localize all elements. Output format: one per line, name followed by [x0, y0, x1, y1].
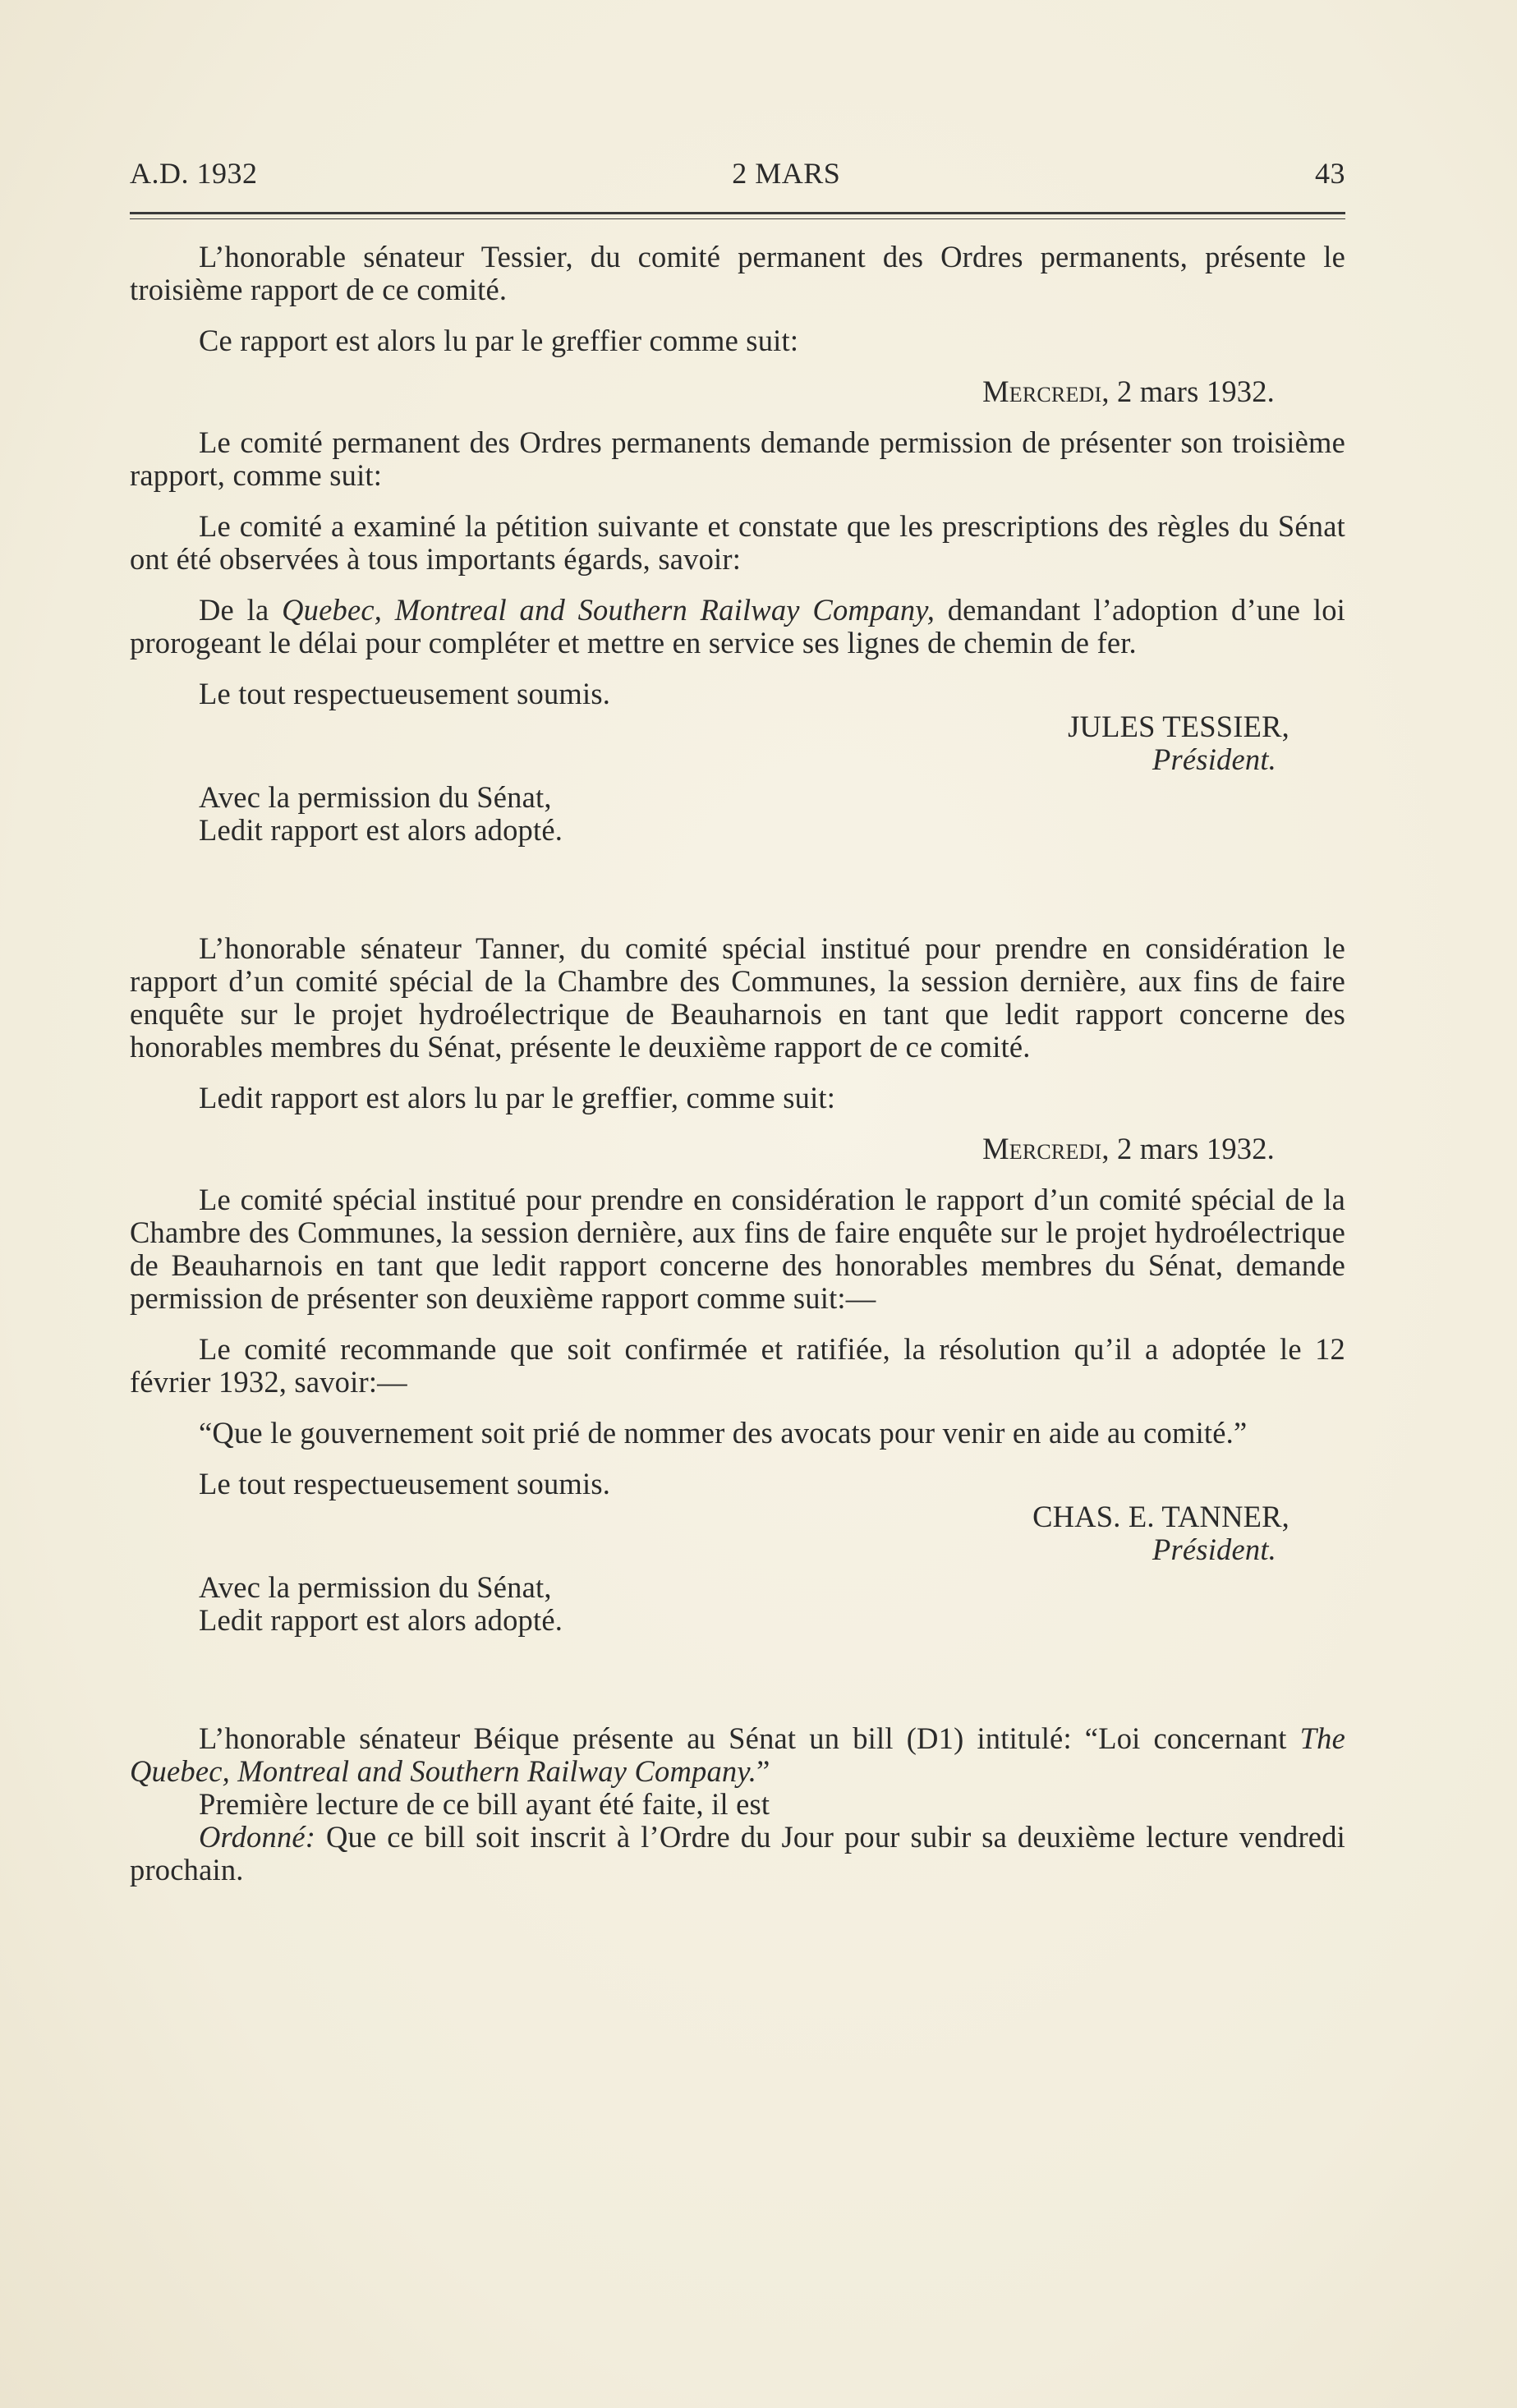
tanner-adopted: Ledit rapport est alors adopté.	[199, 1603, 563, 1637]
tessier-submitted: Le tout respectueusement soumis.	[199, 677, 611, 710]
date-rest: 2 mars 1932.	[1109, 1132, 1275, 1165]
petition-company: Quebec, Montreal and Southern Railway Company,	[282, 593, 935, 627]
bill-company: The Quebec, Montreal and Southern Railway Company.	[130, 1721, 1345, 1788]
petition-pre: De la	[199, 593, 283, 627]
tanner-report-date	[130, 1133, 1345, 1165]
running-header	[130, 156, 1345, 199]
tessier-examined: Le comité a examiné la pétition suivante et constate que les prescriptions des règles du Sénat ont été observées à tous importants égards, savoir:	[130, 509, 1345, 576]
tanner-intro: L’honorable sénateur Tanner, du comité spécial institué pour prendre en considération le rapport d’un comité spécial de la Chambre des Communes, la session dernière, aux fins de faire enquête sur le projet hydroélectrique de Beauharnois en tant que ledit rapport concerne des honorables membres du Sénat, présente le deuxième rapport de ce comité.	[130, 931, 1345, 1064]
bill-intro-pre: L’honorable sénateur Béique présente au Sénat un bill (D1) intitulé: “Loi concernant	[199, 1721, 1300, 1755]
tessier-read: Ce rapport est alors lu par le greffier comme suit:	[199, 324, 799, 357]
tessier-request: Le comité permanent des Ordres permanents demande permission de présenter son troisième rapport, comme suit:	[130, 425, 1345, 492]
tessier-intro: L’honorable sénateur Tessier, du comité permanent des Ordres permanents, présente le troisième rapport de ce comité.	[130, 240, 1345, 306]
header-date: 2 MARS	[732, 157, 841, 190]
tanner-signer: CHAS. E. TANNER,	[1032, 1500, 1289, 1533]
ordered-label: Ordonné:	[199, 1820, 316, 1854]
header-year: A.D. 1932	[130, 157, 258, 190]
beique-intro	[130, 1722, 1345, 1788]
header-page-number: 43	[1314, 157, 1345, 190]
tanner-resolution: “Que le gouvernement soit prié de nommer des avocats pour venir en aide au comité.”	[199, 1416, 1248, 1450]
tanner-request: Le comité spécial institué pour prendre en considération le rapport d’un comité spécial de la Chambre des Communes, la session dernière, aux fins de faire enquête sur le projet hydroélectrique de Beauharnois en tant que ledit rapport concerne des honorables membres du Sénat, demande permission de présenter son deuxième rapport comme suit:—	[130, 1183, 1345, 1315]
date-weekday: Mercredi,	[982, 1132, 1110, 1165]
page-content	[130, 156, 1345, 1886]
tessier-adopted: Ledit rapport est alors adopté.	[199, 813, 563, 847]
petition-post: demandant l’adoption d’une loi prorogeant le délai pour compléter et mettre en service ses lignes de chemin de fer.	[130, 593, 1345, 659]
tessier-signer: JULES TESSIER,	[1068, 710, 1289, 743]
tanner-recommend: Le comité recommande que soit confirmée et ratifiée, la résolution qu’il a adoptée le 12 février 1932, savoir:—	[130, 1332, 1345, 1399]
date-rest: 2 mars 1932.	[1109, 375, 1275, 408]
bill-first-reading: Première lecture de ce bill ayant été faite, il est	[199, 1787, 770, 1821]
tanner-signer-title: Président.	[1152, 1533, 1276, 1566]
date-weekday: Mercredi,	[982, 375, 1110, 408]
tessier-permission: Avec la permission du Sénat,	[199, 780, 552, 814]
tanner-submitted: Le tout respectueusement soumis.	[199, 1467, 611, 1500]
tessier-petition	[130, 594, 1345, 659]
tanner-read: Ledit rapport est alors lu par le greffier, comme suit:	[199, 1081, 836, 1114]
tessier-signer-title: Président.	[1152, 742, 1276, 776]
bill-intro-post: ”	[756, 1754, 770, 1788]
header-rule	[130, 212, 1345, 219]
ordered-text: Que ce bill soit inscrit à l’Ordre du Jour pour subir sa deuxième lecture vendredi prochain.	[130, 1820, 1345, 1886]
tanner-permission: Avec la permission du Sénat,	[199, 1570, 552, 1604]
tessier-report-date	[130, 375, 1345, 408]
bill-ordered	[130, 1821, 1345, 1886]
